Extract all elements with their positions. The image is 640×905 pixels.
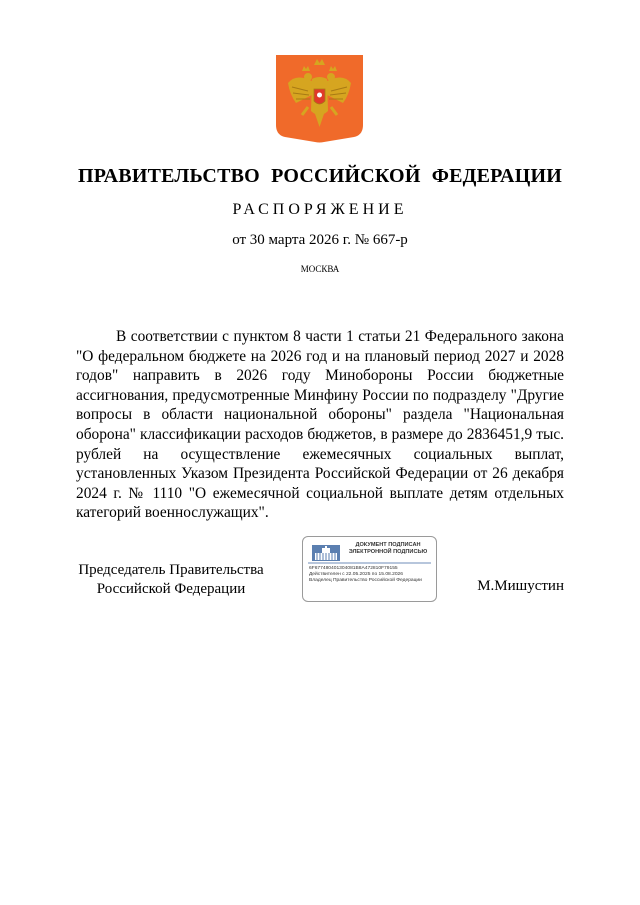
signatory-name: М.Мишустин xyxy=(477,578,564,594)
stamp-certificate: 6F677480401304081B8A472810F79155 xyxy=(309,566,398,571)
electronic-signature-stamp xyxy=(302,536,437,602)
signatory-position-line2: Российской Федерации xyxy=(96,581,246,597)
order-paragraph: В соответствии с пунктом 8 части 1 статьи 21 Федерального закона "О федеральном бюджете на 2026 год и на плановый период 2027 и 2028 годов" направить в 2026 году Минобороны России бюджетные ассигнования, предусмотренные Минфину России по подразделу "Другие вопросы в области национальной обороны" раздела "Национальная оборона" классификации расходов бюджетов, в размере до 2836451,9 тыс. рублей на осуществление ежемесячных социальных выплат, установленных Указом Президента Российской Федерации от 26 декабря 2024 г. № 1110 "О ежемесячной социальной выплате детям отдельных категорий военнослужащих". xyxy=(76,328,564,522)
stamp-validity: Действителен с 22.05.2025 по 15.08.2026 xyxy=(309,572,403,578)
government-title: ПРАВИТЕЛЬСТВО РОССИЙСКОЙ ФЕДЕРАЦИИ xyxy=(78,165,562,187)
stamp-divider xyxy=(308,562,431,564)
stamp-header-line2: ЭЛЕКТРОННОЙ ПОДПИСЬЮ xyxy=(348,549,428,555)
document-date-number: от 30 марта 2026 г. № 667-р xyxy=(232,232,408,248)
city-label: МОСКВА xyxy=(300,264,340,274)
stamp-owner: Владелец Правительство Российской Федерации xyxy=(309,578,422,584)
stamp-header xyxy=(341,542,435,556)
signatory-position-line1: Председатель Правительства xyxy=(78,562,264,578)
government-building-icon xyxy=(311,543,341,563)
stamp-details xyxy=(309,566,435,585)
stamp-header-line1: ДОКУМЕНТ ПОДПИСАН xyxy=(355,542,421,548)
document-type: РАСПОРЯЖЕНИЕ xyxy=(232,201,408,218)
coat-of-arms-emblem xyxy=(276,55,363,143)
signatory-position xyxy=(76,561,266,599)
